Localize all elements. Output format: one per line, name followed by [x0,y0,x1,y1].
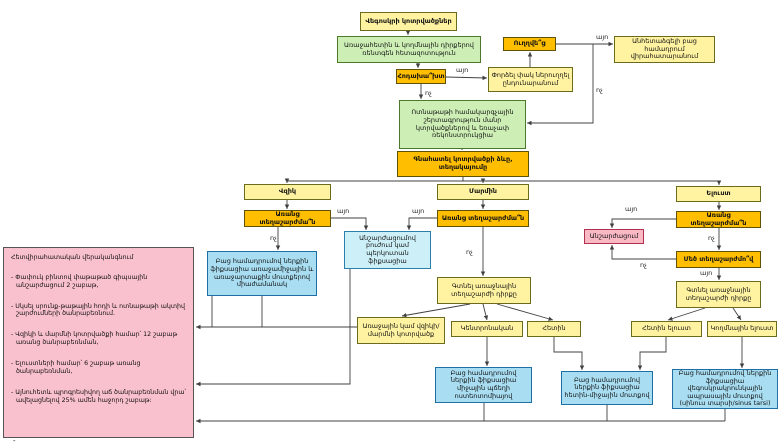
edge-findmid-central [483,304,487,320]
node-reduced-decision: Ուղղվե՞ց [503,37,556,51]
rehab-item-3: - Վզիկի և մարմնի կոտրվածքի համար՝ 12 շաբաթ առանց ծանրաբեռնման, [11,331,186,347]
edge-label-no: ոչ [708,234,715,242]
edge-postproc-postorif [640,337,666,370]
node-lateral-process: Կողմնային ելուստ [707,321,777,337]
edge-findright-postproc [668,308,705,320]
node-central: Կենտրոնական [451,321,523,337]
edge-label-no: ոչ [596,86,603,94]
node-anterior-or-neck-body-fracture: Առաջային կամ վզիկի/ մարմնի կոտրվածք [357,317,445,344]
node-try-closed-reduction-er: Փորձել փակ ներուղղել ընդունարանում [488,67,573,92]
edge-disloc-tryclosed [446,77,487,78]
node-neck-no-displacement-decision: Առանց տեղաշարժմա՞ն [244,210,331,227]
node-immobilization-or-percutaneous-fixation: Անշարժացումով բուժում կամ պերկուտան ֆիքսացիա [344,231,431,269]
rehab-item-5: - Այնուհետև պրոգրեսիվող աճ ծանրաբեռնման վրա՝ ավելացնելով 25% ամեն հաջորդ շաբաթ: [11,389,186,405]
node-assess-fracture: Գնահատել կոտրվածքի ձևը, տեղակայումը [397,151,529,177]
node-orif-anteromedial-anterolateral: Բաց համադրումով ներքին ֆիքսացիա առաջամիջային և առաջարտաքին մուտքերով միաժամանակ [207,251,317,296]
node-body: Մարմին [437,184,529,200]
postop-rehabilitation-panel [3,247,194,438]
node-find-primary-displacement-mid: Գտնել առաջնային տեղաշարժի դիրքը [437,277,531,304]
node-body-no-displacement-decision: Առանց տեղաշարժմա՞ն [437,210,529,227]
node-orif-posteromedial-approach: Բաց համադրումով ներքին ֆիքսացիա հետին-միջային մուտքով [561,371,653,405]
node-process-no-displacement-decision: Առանց տեղաշարժմա՞ն [676,211,761,228]
rehab-trailing-dash: - [13,437,16,445]
node-ct-scan: Ոտնաթաթի համակարգչային շերտագրություն մանր կտրվածքներով և եռաչափ ռեկոնստրուկցիա [399,100,526,149]
rehab-title: Հետվիրահատական վերականգնում [11,254,134,261]
node-dislocation-decision: Հոդախա՞խտ [396,69,446,84]
edge-necknd-cons [331,218,366,230]
rehab-item-2: - Սկսել սրունք-թաթային հոդի և ոտնաթաթի ակտիվ շարժումների ծանրաբեռնում. [11,303,186,319]
node-process: Ելուստ [676,186,761,202]
edge-label-no: ոչ [640,261,647,269]
edge-label-no: ոչ [425,89,432,97]
node-find-primary-displacement-right: Գտնել առաջնային տեղաշարժի դիրքը [676,281,761,308]
node-neck: Վզիկ [244,184,331,200]
edge-label-no: ոչ [466,248,473,256]
node-orif-medial-malleolus-osteotomy: Բաց համադրումով ներքին ֆիքսացիա միջային պճեղի ոստեոտոմիայով [435,367,532,403]
node-posterior-process: Հետին ելուստ [631,321,702,337]
node-urgent-open-reduction-or: Անհետաձգելի բաց համադրում վիրահատարանում [614,36,715,63]
edge-posterior-postorif [554,337,582,370]
node-xray-ap-lateral: Առաջահետին և կողմնային դիրքերով ռենտգեն հետազոտություն [337,36,481,63]
edge-findmid-anterior [402,304,470,316]
node-talus-fractures-title: Վեգոսկրի կոտրվածքներ [360,12,457,31]
node-large-displacement-decision: Մեծ տեղաշարժմո՞վ [676,251,761,268]
rehab-item-4: - Ելուստների համար՝ 6 շաբաթ առանց ծանրաբեռնման, [11,360,186,376]
edge-findmid-posterior [497,304,553,320]
edge-label-yes: այո [337,207,350,215]
rehab-item-1: - Փափուկ բինտով փաթաթած գիպսային անշարժացում 2 շաբաթ, [11,274,186,290]
node-immobilization: Անշարժացում [584,229,644,244]
edge-findright-latproc [733,308,741,320]
edge-bigdisp-immob [612,245,676,259]
node-posterior: Հետին [527,321,581,337]
edge-procnd-immob [612,219,676,228]
edge-label-yes: այո [596,33,609,41]
edge-bodynd-cons [409,218,437,230]
edge-label-yes: այո [625,205,638,213]
edge-label-yes: այո [700,269,713,277]
node-orif-sinus-tarsi-approach: Բաց համադրումով ներքին ֆիքսացիա վեգոսկրակրունկային ապրասային մուտքով (սինուս տարսի/sinus tarsi) [672,369,778,409]
edge-label-yes: այո [412,207,425,215]
edge-label-no: ոչ [270,234,277,242]
edge-label-yes: այո [456,66,469,74]
